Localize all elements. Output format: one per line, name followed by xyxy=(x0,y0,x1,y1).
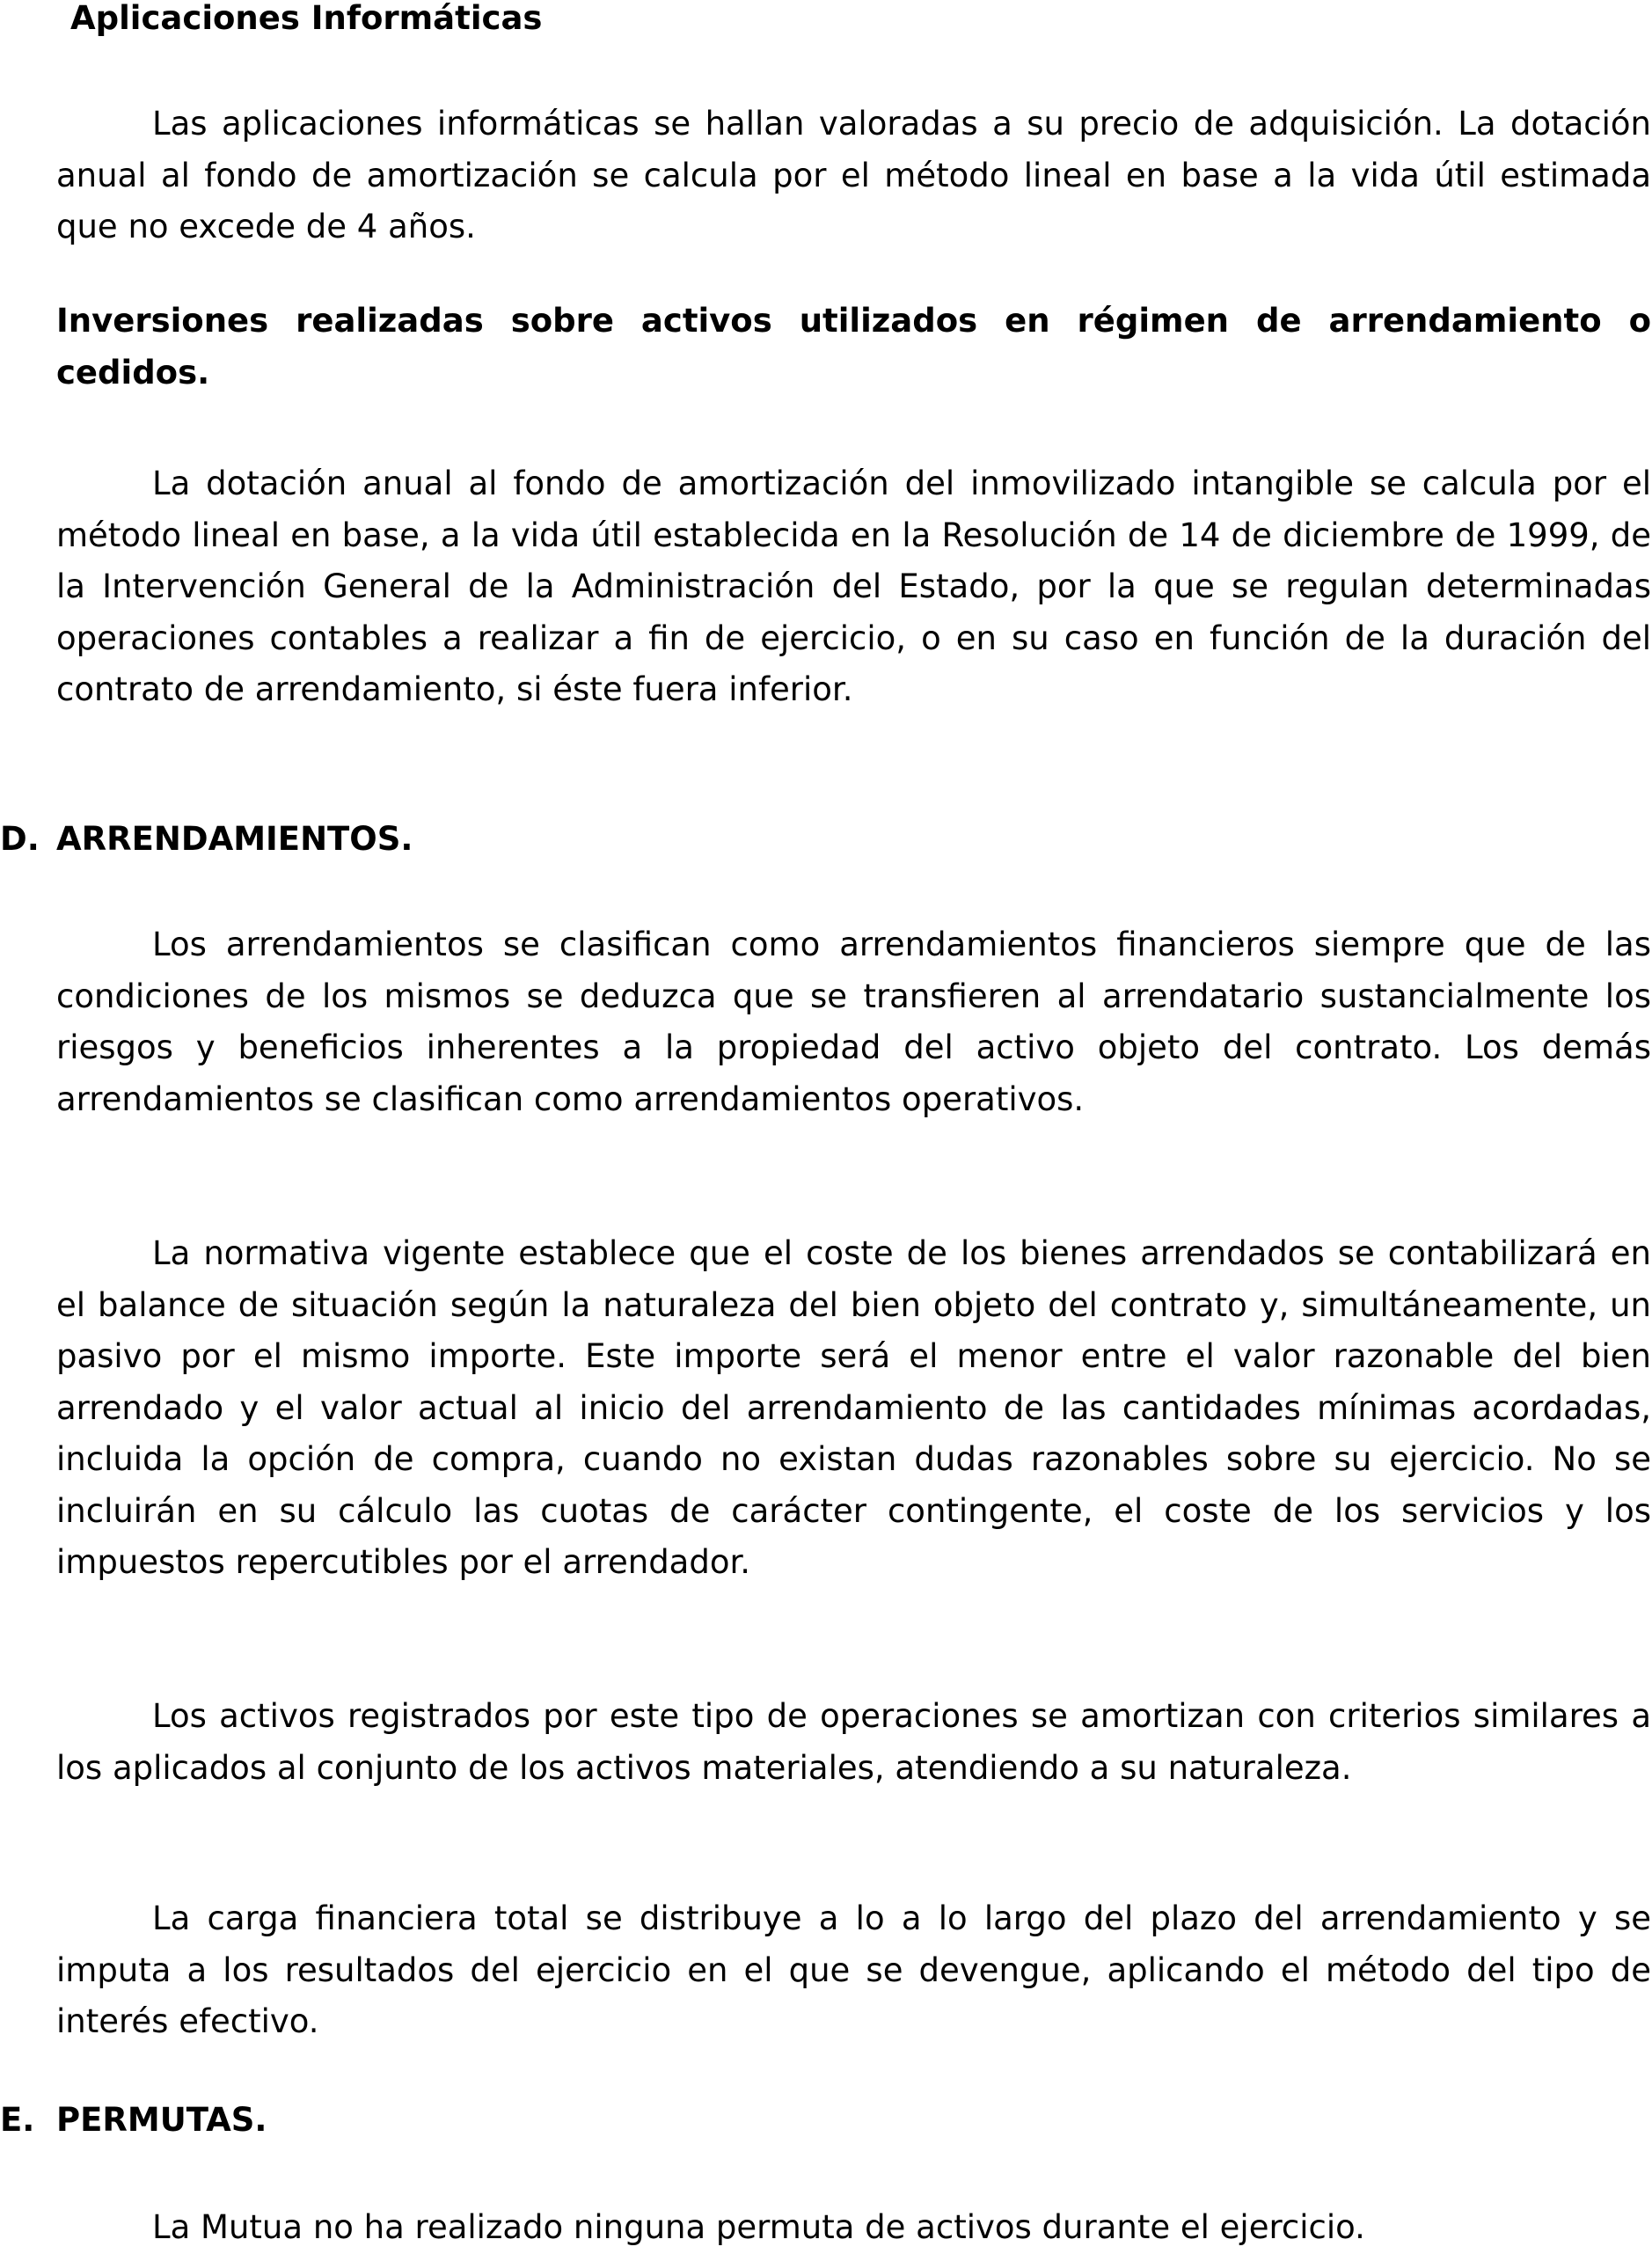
paragraph-arrendamientos-normativa: La normativa vigente establece que el coste de los bienes arrendados se contabilizará en el balance de situación según la naturaleza del bien objeto del contrato y, simultáneamente, un pasivo por el mismo importe. Este importe será el menor entre el valor razonable del bien arrendado y el valor actual al inicio del arrendamiento de las cantidades mínimas acordadas, incluida la opción de compra, cuando no existan dudas razonables sobre su ejercicio. No se incluirán en su cálculo las cuotas de carácter contingente, el coste de los servicios y los impuestos repercutibles por el arrendador. xyxy=(56,1234,1651,1581)
section-letter-e: E. xyxy=(0,2101,35,2139)
paragraph-aplicaciones: Las aplicaciones informáticas se hallan valoradas a su precio de adquisición. La dotación anual al fondo de amortización se calcula por el método lineal en base a la vida útil estimada que no excede de 4 años. xyxy=(56,105,1651,245)
heading-inversiones: Inversiones realizadas sobre activos utilizados en régimen de arrendamiento o cedidos. xyxy=(56,302,1651,392)
paragraph-permutas: La Mutua no ha realizado ninguna permuta de activos durante el ejercicio. xyxy=(152,2208,1365,2246)
paragraph-arrendamientos-carga-financiera: La carga financiera total se distribuye a lo a lo largo del plazo del arrendamiento y se imputa a los resultados del ejercicio en el que se devengue, aplicando el método del tipo de interés efectivo. xyxy=(56,1899,1651,2040)
section-letter-d: D. xyxy=(0,820,40,858)
heading-aplicaciones-informaticas: Aplicaciones Informáticas xyxy=(70,0,543,37)
section-title-permutas: PERMUTAS. xyxy=(56,2101,267,2139)
section-heading-permutas xyxy=(0,2095,267,2146)
paragraph-arrendamientos-activos: Los activos registrados por este tipo de operaciones se amortizan con criterios similares a los aplicados al conjunto de los activos materiales, atendiendo a su naturaleza. xyxy=(56,1697,1651,1787)
paragraph-arrendamientos-clasificacion: Los arrendamientos se clasifican como arrendamientos financieros siempre que de las condiciones de los mismos se deduzca que se transfieren al arrendatario sustancialmente los riesgos y beneficios inherentes a la propiedad del activo objeto del contrato. Los demás arrendamientos se clasifican como arrendamientos operativos. xyxy=(56,926,1651,1118)
paragraph-inversiones: La dotación anual al fondo de amortización del inmovilizado intangible se calcula por el método lineal en base, a la vida útil establecida en la Resolución de 14 de diciembre de 1999, de la Intervención General de la Administración del Estado, por la que se regulan determinadas operaciones contables a realizar a fin de ejercicio, o en su caso en función de la duración del contrato de arrendamiento, si éste fuera inferior. xyxy=(56,465,1651,708)
section-heading-arrendamientos xyxy=(0,814,413,865)
section-title-arrendamientos: ARRENDAMIENTOS. xyxy=(56,820,413,858)
